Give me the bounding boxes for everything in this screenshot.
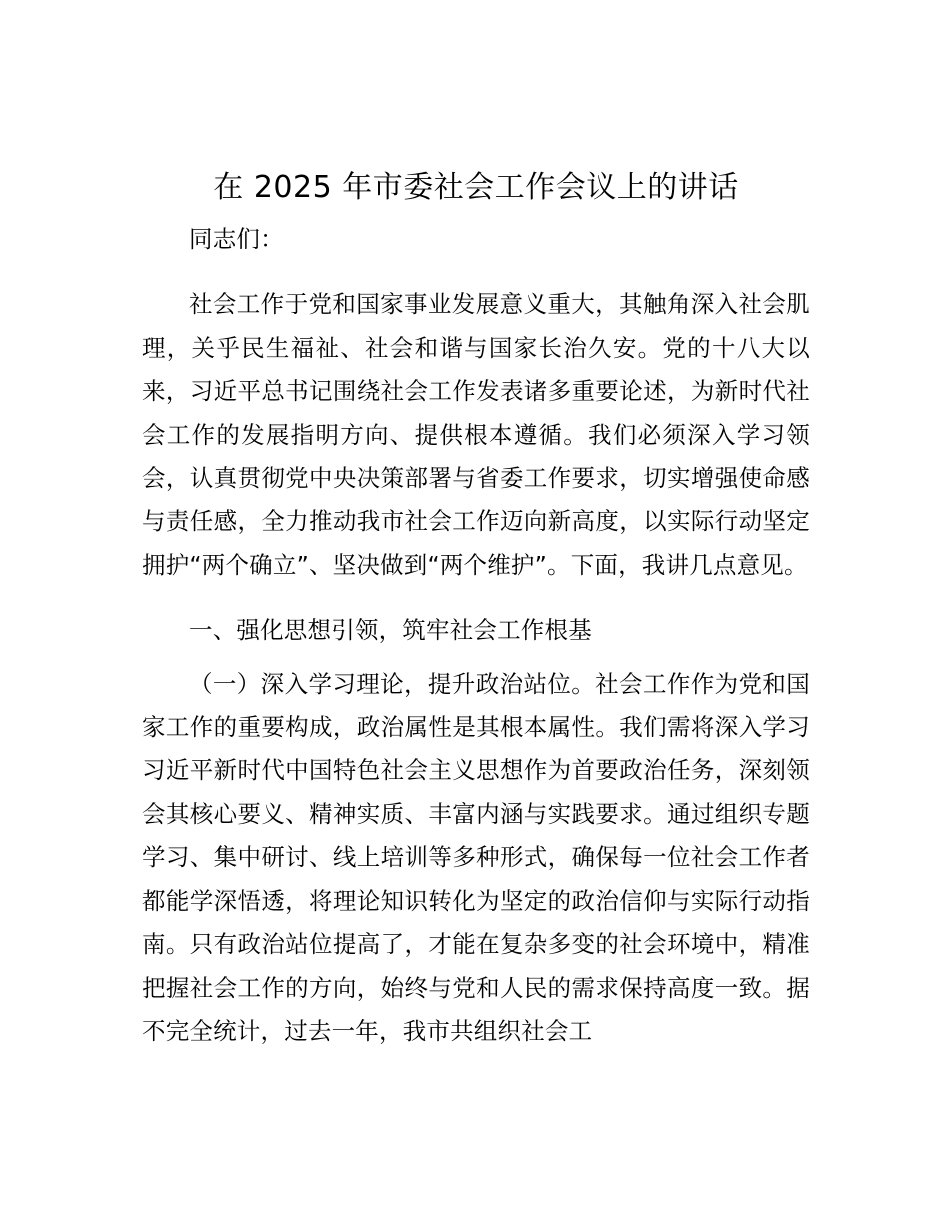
salutation: 同志们：: [189, 225, 284, 253]
section-heading: 一、强化思想引领，筑牢社会工作根基: [189, 616, 592, 645]
intro-paragraph: 社会工作于党和国家事业发展意义重大，其触角深入社会肌理，关乎民生福祉、社会和谐与国家长治久安。党的十八大以来，习近平总书记围绕社会工作发表诸多重要论述，为新时代社会工作的发展指明方向、提供根本遵循。我们必须深入学习领会，认真贯彻党中央决策部署与省委工作要求，切实增强使命感与责任感，全力推动我市社会工作迈向新高度，以实际行动坚定拥护“两个确立”、坚决做到“两个维护”。下面，我讲几点意见。: [142, 290, 810, 579]
document-title: 在 2025 年市委社会工作会议上的讲话: [213, 170, 739, 205]
section-paragraph: （一）深入学习理论，提升政治站位。社会工作作为党和国家工作的重要构成，政治属性是其根本属性。我们需将深入学习习近平新时代中国特色社会主义思想作为首要政治任务，深刻领会其核心要义、精神实质、丰富内涵与实践要求。通过组织专题学习、集中研讨、线上培训等多种形式，确保每一位社会工作者都能学深悟透，将理论知识转化为坚定的政治信仰与实际行动指南。只有政治站位提高了，才能在复杂多变的社会环境中，精准把握社会工作的方向，始终与党和人民的需求保持高度一致。据不完全统计，过去一年，我市共组织社会工: [142, 669, 810, 1045]
document-page: [142, 166, 810, 1053]
